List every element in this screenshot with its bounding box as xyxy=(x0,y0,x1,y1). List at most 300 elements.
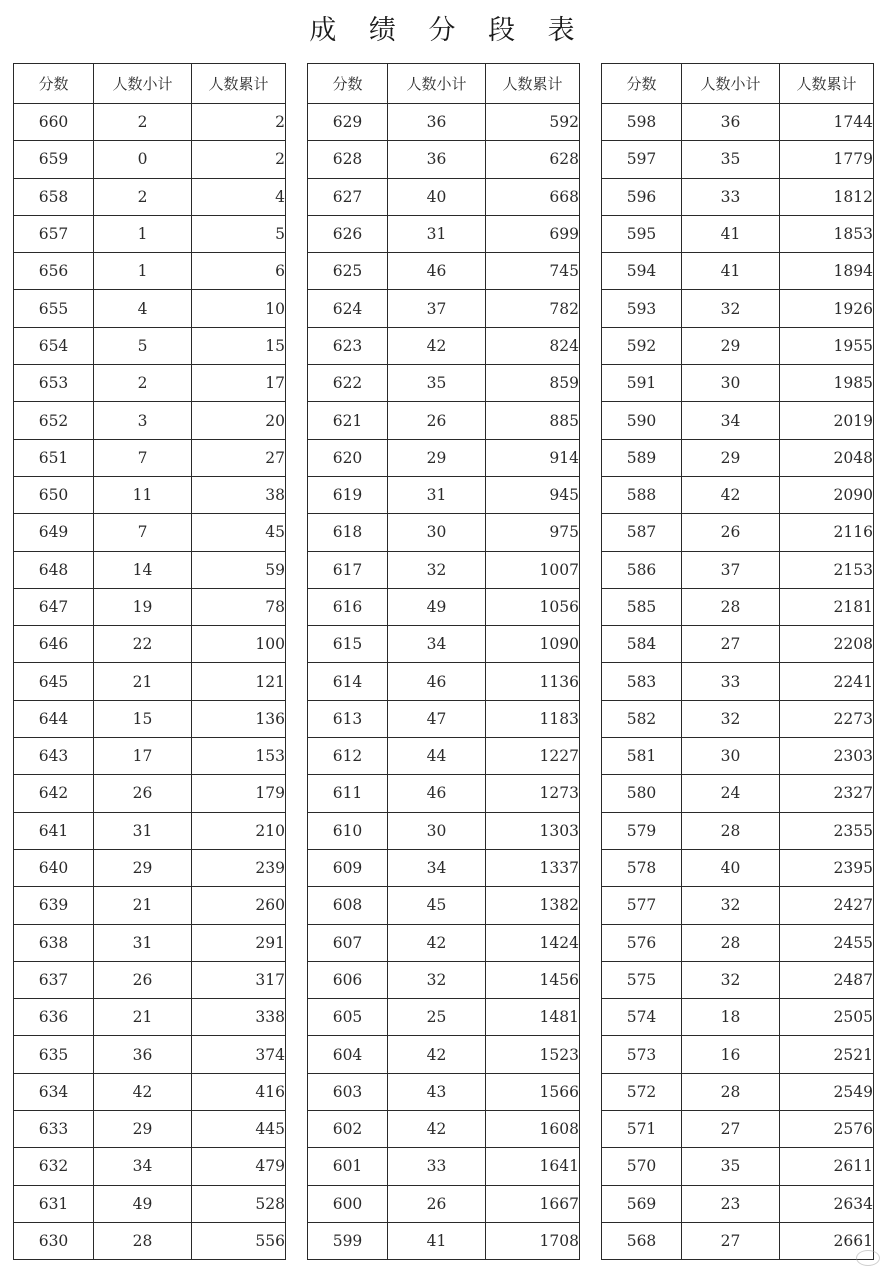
count-cell: 36 xyxy=(94,1036,192,1073)
cumulative-cell: 179 xyxy=(192,775,286,812)
score-cell: 600 xyxy=(308,1185,388,1222)
table-row xyxy=(308,1036,580,1073)
table-row xyxy=(308,141,580,178)
count-cell: 42 xyxy=(94,1073,192,1110)
table-row xyxy=(308,775,580,812)
table-row xyxy=(14,812,286,849)
cumulative-cell: 1641 xyxy=(486,1148,580,1185)
score-cell: 599 xyxy=(308,1222,388,1259)
cumulative-cell: 1608 xyxy=(486,1111,580,1148)
count-cell: 42 xyxy=(682,476,780,513)
cumulative-cell: 1183 xyxy=(486,700,580,737)
score-cell: 591 xyxy=(602,365,682,402)
count-cell: 2 xyxy=(94,365,192,402)
cumulative-cell: 445 xyxy=(192,1111,286,1148)
cumulative-cell: 45 xyxy=(192,514,286,551)
table-row xyxy=(602,1036,874,1073)
score-cell: 580 xyxy=(602,775,682,812)
count-cell: 1 xyxy=(94,253,192,290)
table-row xyxy=(14,588,286,625)
score-cell: 598 xyxy=(602,104,682,141)
cumulative-cell: 1056 xyxy=(486,588,580,625)
count-cell: 7 xyxy=(94,514,192,551)
cumulative-cell: 859 xyxy=(486,365,580,402)
count-cell: 17 xyxy=(94,738,192,775)
count-cell: 44 xyxy=(388,738,486,775)
count-cell: 40 xyxy=(682,849,780,886)
count-cell: 16 xyxy=(682,1036,780,1073)
table-row xyxy=(602,402,874,439)
cumulative-cell: 2303 xyxy=(780,738,874,775)
count-cell: 26 xyxy=(682,514,780,551)
table-row xyxy=(602,738,874,775)
count-cell: 26 xyxy=(388,402,486,439)
score-cell: 593 xyxy=(602,290,682,327)
cumulative-cell: 945 xyxy=(486,476,580,513)
table-row xyxy=(14,104,286,141)
count-cell: 41 xyxy=(682,215,780,252)
count-cell: 42 xyxy=(388,1036,486,1073)
table-row xyxy=(308,1185,580,1222)
table-row xyxy=(14,1148,286,1185)
count-cell: 30 xyxy=(388,812,486,849)
table-row xyxy=(14,215,286,252)
cumulative-cell: 5 xyxy=(192,215,286,252)
table-row xyxy=(14,1111,286,1148)
score-cell: 648 xyxy=(14,551,94,588)
score-cell: 583 xyxy=(602,663,682,700)
table-row xyxy=(308,588,580,625)
cumulative-cell: 2116 xyxy=(780,514,874,551)
count-cell: 28 xyxy=(682,812,780,849)
count-cell: 25 xyxy=(388,999,486,1036)
table-row xyxy=(308,999,580,1036)
count-cell: 36 xyxy=(388,141,486,178)
cumulative-cell: 2208 xyxy=(780,626,874,663)
score-cell: 636 xyxy=(14,999,94,1036)
count-cell: 27 xyxy=(682,1222,780,1259)
cumulative-cell: 6 xyxy=(192,253,286,290)
count-cell: 11 xyxy=(94,476,192,513)
table-row xyxy=(602,999,874,1036)
cumulative-cell: 2090 xyxy=(780,476,874,513)
cumulative-cell: 27 xyxy=(192,439,286,476)
cumulative-cell: 824 xyxy=(486,327,580,364)
count-cell: 31 xyxy=(388,476,486,513)
score-cell: 649 xyxy=(14,514,94,551)
header-score: 分数 xyxy=(602,64,682,104)
score-cell: 613 xyxy=(308,700,388,737)
header-count: 人数小计 xyxy=(682,64,780,104)
score-cell: 602 xyxy=(308,1111,388,1148)
cumulative-cell: 2273 xyxy=(780,700,874,737)
count-cell: 42 xyxy=(388,327,486,364)
count-cell: 21 xyxy=(94,663,192,700)
count-cell: 18 xyxy=(682,999,780,1036)
cumulative-cell: 782 xyxy=(486,290,580,327)
table-row xyxy=(308,104,580,141)
table-row xyxy=(14,663,286,700)
score-cell: 625 xyxy=(308,253,388,290)
table-row xyxy=(308,178,580,215)
table-row xyxy=(602,365,874,402)
count-cell: 28 xyxy=(682,924,780,961)
score-cell: 643 xyxy=(14,738,94,775)
score-cell: 606 xyxy=(308,961,388,998)
table-row xyxy=(308,1111,580,1148)
score-cell: 610 xyxy=(308,812,388,849)
cumulative-cell: 2427 xyxy=(780,887,874,924)
table-row xyxy=(14,290,286,327)
cumulative-cell: 2576 xyxy=(780,1111,874,1148)
count-cell: 15 xyxy=(94,700,192,737)
table-row xyxy=(602,1222,874,1259)
table-row xyxy=(308,924,580,961)
table-row xyxy=(308,215,580,252)
count-cell: 32 xyxy=(388,551,486,588)
score-cell: 621 xyxy=(308,402,388,439)
cumulative-cell: 59 xyxy=(192,551,286,588)
table-row xyxy=(308,514,580,551)
cumulative-cell: 2181 xyxy=(780,588,874,625)
table-row xyxy=(308,663,580,700)
count-cell: 30 xyxy=(682,365,780,402)
table-row xyxy=(14,253,286,290)
table-row xyxy=(308,476,580,513)
count-cell: 32 xyxy=(682,961,780,998)
table-row xyxy=(602,551,874,588)
count-cell: 29 xyxy=(682,439,780,476)
score-cell: 587 xyxy=(602,514,682,551)
cumulative-cell: 2487 xyxy=(780,961,874,998)
cumulative-cell: 628 xyxy=(486,141,580,178)
cumulative-cell: 136 xyxy=(192,700,286,737)
count-cell: 27 xyxy=(682,1111,780,1148)
score-cell: 589 xyxy=(602,439,682,476)
cumulative-cell: 2327 xyxy=(780,775,874,812)
count-cell: 4 xyxy=(94,290,192,327)
score-cell: 634 xyxy=(14,1073,94,1110)
score-cell: 605 xyxy=(308,999,388,1036)
cumulative-cell: 2521 xyxy=(780,1036,874,1073)
score-cell: 603 xyxy=(308,1073,388,1110)
table-row xyxy=(14,924,286,961)
score-cell: 658 xyxy=(14,178,94,215)
score-cell: 573 xyxy=(602,1036,682,1073)
score-cell: 654 xyxy=(14,327,94,364)
score-cell: 626 xyxy=(308,215,388,252)
count-cell: 37 xyxy=(388,290,486,327)
table-row xyxy=(308,439,580,476)
cumulative-cell: 528 xyxy=(192,1185,286,1222)
score-cell: 572 xyxy=(602,1073,682,1110)
cumulative-cell: 4 xyxy=(192,178,286,215)
table-row xyxy=(602,439,874,476)
score-cell: 576 xyxy=(602,924,682,961)
table-row xyxy=(14,999,286,1036)
count-cell: 22 xyxy=(94,626,192,663)
count-cell: 26 xyxy=(94,961,192,998)
table-row xyxy=(14,626,286,663)
score-cell: 620 xyxy=(308,439,388,476)
cumulative-cell: 1779 xyxy=(780,141,874,178)
table-row xyxy=(602,514,874,551)
count-cell: 26 xyxy=(388,1185,486,1222)
cumulative-cell: 1090 xyxy=(486,626,580,663)
cumulative-cell: 2241 xyxy=(780,663,874,700)
score-cell: 614 xyxy=(308,663,388,700)
table-header-row xyxy=(14,64,286,104)
cumulative-cell: 745 xyxy=(486,253,580,290)
count-cell: 34 xyxy=(682,402,780,439)
score-cell: 635 xyxy=(14,1036,94,1073)
table-row xyxy=(602,924,874,961)
cumulative-cell: 2153 xyxy=(780,551,874,588)
score-table-3 xyxy=(601,63,874,1260)
table-row xyxy=(14,365,286,402)
score-cell: 569 xyxy=(602,1185,682,1222)
cumulative-cell: 975 xyxy=(486,514,580,551)
cumulative-cell: 2019 xyxy=(780,402,874,439)
cumulative-cell: 2505 xyxy=(780,999,874,1036)
table-row xyxy=(14,514,286,551)
score-cell: 582 xyxy=(602,700,682,737)
count-cell: 36 xyxy=(682,104,780,141)
score-cell: 611 xyxy=(308,775,388,812)
cumulative-cell: 239 xyxy=(192,849,286,886)
count-cell: 19 xyxy=(94,588,192,625)
count-cell: 28 xyxy=(682,588,780,625)
cumulative-cell: 10 xyxy=(192,290,286,327)
count-cell: 0 xyxy=(94,141,192,178)
cumulative-cell: 1985 xyxy=(780,365,874,402)
table-row xyxy=(308,365,580,402)
header-score: 分数 xyxy=(308,64,388,104)
score-cell: 646 xyxy=(14,626,94,663)
score-cell: 647 xyxy=(14,588,94,625)
count-cell: 31 xyxy=(94,924,192,961)
cumulative-cell: 885 xyxy=(486,402,580,439)
cumulative-cell: 1136 xyxy=(486,663,580,700)
score-cell: 568 xyxy=(602,1222,682,1259)
count-cell: 33 xyxy=(388,1148,486,1185)
table-row xyxy=(308,700,580,737)
count-cell: 46 xyxy=(388,775,486,812)
cumulative-cell: 1273 xyxy=(486,775,580,812)
cumulative-cell: 2661 xyxy=(780,1222,874,1259)
cumulative-cell: 1481 xyxy=(486,999,580,1036)
table-row xyxy=(602,887,874,924)
score-cell: 631 xyxy=(14,1185,94,1222)
score-cell: 659 xyxy=(14,141,94,178)
score-cell: 632 xyxy=(14,1148,94,1185)
table-row xyxy=(14,1222,286,1259)
table-row xyxy=(602,588,874,625)
cumulative-cell: 2395 xyxy=(780,849,874,886)
score-table-1 xyxy=(13,63,286,1260)
score-cell: 644 xyxy=(14,700,94,737)
score-cell: 594 xyxy=(602,253,682,290)
score-cell: 628 xyxy=(308,141,388,178)
table-row xyxy=(308,1073,580,1110)
table-row xyxy=(602,626,874,663)
cumulative-cell: 338 xyxy=(192,999,286,1036)
count-cell: 27 xyxy=(682,626,780,663)
count-cell: 33 xyxy=(682,178,780,215)
cumulative-cell: 2 xyxy=(192,141,286,178)
cumulative-cell: 291 xyxy=(192,924,286,961)
score-cell: 585 xyxy=(602,588,682,625)
count-cell: 31 xyxy=(94,812,192,849)
score-cell: 597 xyxy=(602,141,682,178)
table-row xyxy=(14,775,286,812)
header-count: 人数小计 xyxy=(94,64,192,104)
table-row xyxy=(602,476,874,513)
score-cell: 653 xyxy=(14,365,94,402)
table-row xyxy=(308,1222,580,1259)
count-cell: 29 xyxy=(94,1111,192,1148)
count-cell: 42 xyxy=(388,924,486,961)
score-cell: 579 xyxy=(602,812,682,849)
score-cell: 595 xyxy=(602,215,682,252)
score-cell: 588 xyxy=(602,476,682,513)
score-cell: 650 xyxy=(14,476,94,513)
cumulative-cell: 78 xyxy=(192,588,286,625)
count-cell: 29 xyxy=(388,439,486,476)
count-cell: 35 xyxy=(682,141,780,178)
score-cell: 604 xyxy=(308,1036,388,1073)
header-score: 分数 xyxy=(14,64,94,104)
cumulative-cell: 2048 xyxy=(780,439,874,476)
table-row xyxy=(14,141,286,178)
score-cell: 633 xyxy=(14,1111,94,1148)
score-cell: 651 xyxy=(14,439,94,476)
table-row xyxy=(308,738,580,775)
table-row xyxy=(602,104,874,141)
count-cell: 32 xyxy=(682,887,780,924)
count-cell: 46 xyxy=(388,663,486,700)
table-row xyxy=(602,253,874,290)
score-cell: 612 xyxy=(308,738,388,775)
table-row xyxy=(602,700,874,737)
score-cell: 652 xyxy=(14,402,94,439)
table-row xyxy=(308,327,580,364)
cumulative-cell: 1227 xyxy=(486,738,580,775)
table-row xyxy=(14,476,286,513)
cumulative-cell: 1894 xyxy=(780,253,874,290)
score-cell: 577 xyxy=(602,887,682,924)
table-row xyxy=(602,178,874,215)
count-cell: 49 xyxy=(94,1185,192,1222)
header-count: 人数小计 xyxy=(388,64,486,104)
count-cell: 1 xyxy=(94,215,192,252)
count-cell: 21 xyxy=(94,887,192,924)
score-cell: 578 xyxy=(602,849,682,886)
score-cell: 586 xyxy=(602,551,682,588)
cumulative-cell: 1456 xyxy=(486,961,580,998)
cumulative-cell: 2 xyxy=(192,104,286,141)
count-cell: 29 xyxy=(682,327,780,364)
table-row xyxy=(308,812,580,849)
score-cell: 607 xyxy=(308,924,388,961)
score-cell: 638 xyxy=(14,924,94,961)
cumulative-cell: 374 xyxy=(192,1036,286,1073)
score-cell: 570 xyxy=(602,1148,682,1185)
cumulative-cell: 2611 xyxy=(780,1148,874,1185)
count-cell: 43 xyxy=(388,1073,486,1110)
count-cell: 49 xyxy=(388,588,486,625)
score-cell: 592 xyxy=(602,327,682,364)
cumulative-cell: 210 xyxy=(192,812,286,849)
score-cell: 590 xyxy=(602,402,682,439)
count-cell: 29 xyxy=(94,849,192,886)
count-cell: 14 xyxy=(94,551,192,588)
cumulative-cell: 1007 xyxy=(486,551,580,588)
table-row xyxy=(602,1073,874,1110)
score-cell: 618 xyxy=(308,514,388,551)
count-cell: 30 xyxy=(388,514,486,551)
score-cell: 575 xyxy=(602,961,682,998)
table-row xyxy=(14,178,286,215)
count-cell: 37 xyxy=(682,551,780,588)
table-row xyxy=(602,961,874,998)
cumulative-cell: 2455 xyxy=(780,924,874,961)
count-cell: 5 xyxy=(94,327,192,364)
count-cell: 36 xyxy=(388,104,486,141)
score-cell: 640 xyxy=(14,849,94,886)
cumulative-cell: 1926 xyxy=(780,290,874,327)
cumulative-cell: 2634 xyxy=(780,1185,874,1222)
score-cell: 629 xyxy=(308,104,388,141)
cumulative-cell: 1303 xyxy=(486,812,580,849)
count-cell: 23 xyxy=(682,1185,780,1222)
table-row xyxy=(14,961,286,998)
count-cell: 28 xyxy=(682,1073,780,1110)
count-cell: 33 xyxy=(682,663,780,700)
count-cell: 35 xyxy=(682,1148,780,1185)
table-row xyxy=(602,215,874,252)
table-row xyxy=(14,700,286,737)
count-cell: 28 xyxy=(94,1222,192,1259)
count-cell: 34 xyxy=(94,1148,192,1185)
score-cell: 657 xyxy=(14,215,94,252)
table-row xyxy=(308,849,580,886)
count-cell: 41 xyxy=(388,1222,486,1259)
score-cell: 617 xyxy=(308,551,388,588)
header-cumulative: 人数累计 xyxy=(486,64,580,104)
table-row xyxy=(308,626,580,663)
count-cell: 30 xyxy=(682,738,780,775)
table-row xyxy=(308,551,580,588)
table-row xyxy=(14,327,286,364)
score-table-2 xyxy=(307,63,580,1260)
score-cell: 596 xyxy=(602,178,682,215)
table-row xyxy=(602,849,874,886)
table-row xyxy=(14,738,286,775)
count-cell: 31 xyxy=(388,215,486,252)
table-row xyxy=(602,775,874,812)
cumulative-cell: 479 xyxy=(192,1148,286,1185)
cumulative-cell: 121 xyxy=(192,663,286,700)
cumulative-cell: 317 xyxy=(192,961,286,998)
table-header-row xyxy=(602,64,874,104)
cumulative-cell: 1812 xyxy=(780,178,874,215)
table-row xyxy=(308,887,580,924)
table-row xyxy=(14,887,286,924)
table-row xyxy=(14,1073,286,1110)
cumulative-cell: 1708 xyxy=(486,1222,580,1259)
cumulative-cell: 699 xyxy=(486,215,580,252)
